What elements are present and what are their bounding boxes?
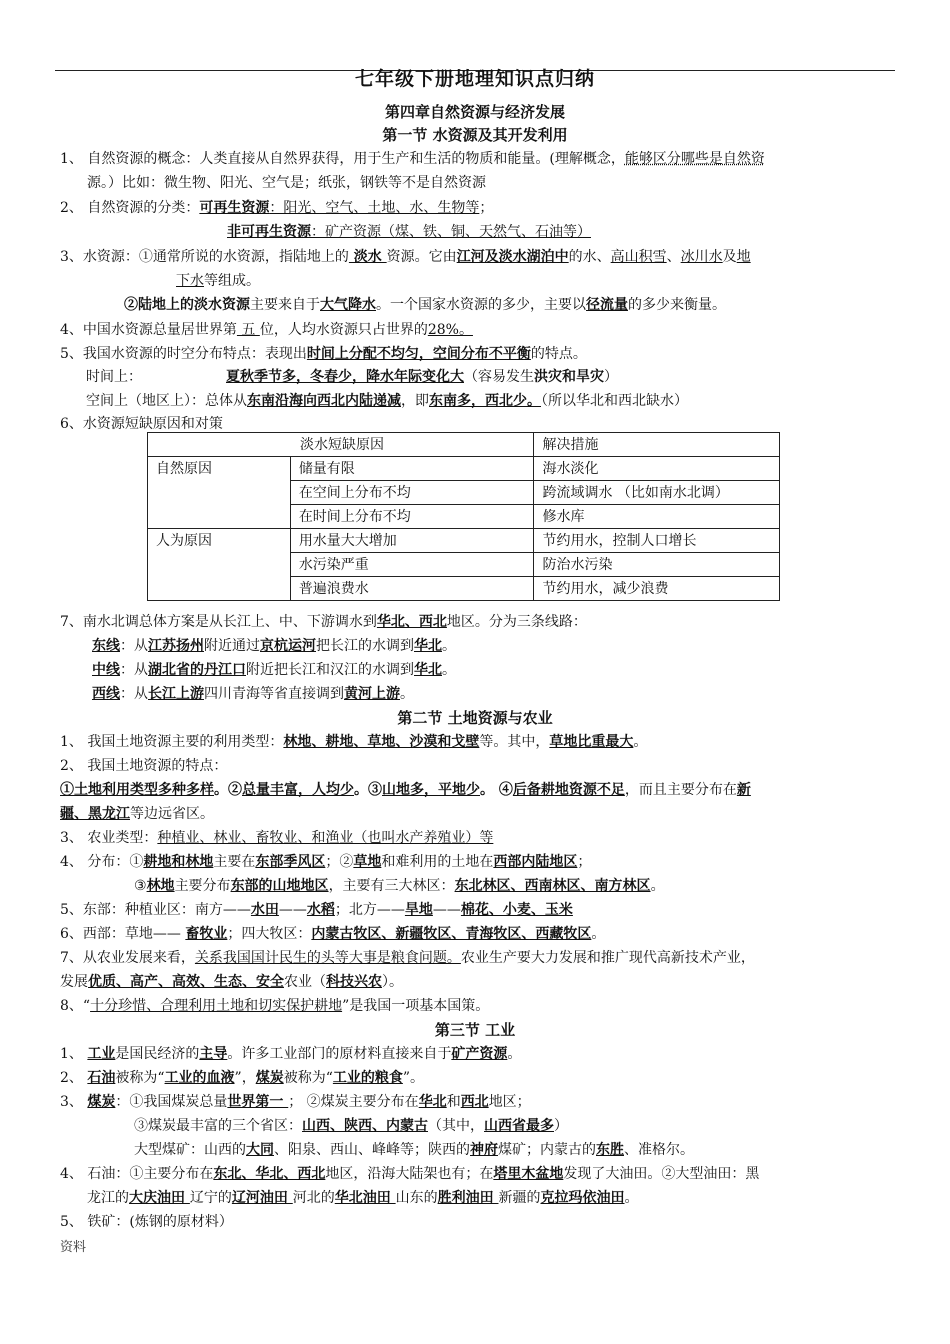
s3-item-3-mines: 大型煤矿：山西的大同、阳泉、西山、峰峰等；陕西的神府煤矿；内蒙古的东胜、准格尔。: [134, 1142, 694, 1158]
s2-item-6: 6、西部：草地—— 畜牧业；四大牧区：内蒙古牧区、新疆牧区、青海牧区、西藏牧区。: [60, 926, 606, 942]
s1-item-4: 4、中国水资源总量居世界第 五 位，人均水资源只占世界的28%。: [60, 322, 473, 338]
section-1-heading: 第一节 水资源及其开发利用: [382, 126, 568, 144]
middle-route: 中线：从湖北省的丹江口附近把长江和汉江的水调到华北。: [92, 662, 456, 678]
s2-item-8: 8、“十分珍惜、合理利用土地和切实保护耕地”是我国一项基本国策。: [60, 998, 490, 1014]
group-human: 人为原因: [148, 529, 291, 601]
section-2-heading: 第二节 土地资源与农业: [397, 709, 553, 727]
table-row: [148, 457, 780, 481]
s1-item-5-time: 时间上： 夏秋季节多，冬春少，降水年际变化大（容易发生洪灾和旱灾）: [86, 369, 618, 385]
s2-item-2-cont: 疆、黑龙江等边远省区。: [60, 806, 214, 822]
table-header-row: [148, 433, 780, 457]
cause-cell: 储量有限: [290, 457, 534, 481]
west-route: 西线：从长江上游四川青海等省直接调到黄河上游。: [92, 686, 414, 702]
s2-item-7-cont: 发展优质、高产、高效、生态、安全农业（科技兴农）。: [60, 974, 403, 990]
s1-item-2-cont: 非可再生资源：矿产资源（煤、铁、铜、天然气、石油等）: [227, 224, 591, 240]
s1-item-3-cont: 下水等组成。: [176, 273, 260, 289]
s1-item-3-part2: ②陆地上的淡水资源主要来自于大气降水。一个国家水资源的多少，主要以径流量的多少来衡量。: [124, 297, 726, 313]
cause-cell: 用水量大大增加: [290, 529, 534, 553]
solution-cell: 跨流域调水 （比如南水北调）: [534, 481, 780, 505]
s1-item-2: 2、 自然资源的分类：可再生资源：阳光、空气、土地、水、生物等；: [60, 200, 494, 216]
solution-cell: 节约用水，减少浪费: [534, 577, 780, 601]
footer-label: 资料: [60, 1240, 87, 1255]
s1-item-6: 6、水资源短缺原因和对策: [60, 416, 223, 432]
header-solution: 解决措施: [534, 433, 780, 457]
chapter-heading: 第四章自然资源与经济发展: [384, 103, 565, 121]
s1-item-3: 3、水资源：①通常所说的水资源，指陆地上的 淡水 资源。它由江河及淡水湖泊中的水、高山积雪、冰川水及地: [60, 249, 751, 265]
table-row: [148, 529, 780, 553]
s3-item-4: 4、 石油：①主要分布在东北、华北、西北地区，沿海大陆架也有；在塔里木盆地发现了大油田。②大型油田：黑: [60, 1166, 760, 1182]
solution-cell: 修水库: [534, 505, 780, 529]
group-natural: 自然原因: [148, 457, 291, 529]
cause-cell: 水污染严重: [290, 553, 534, 577]
s2-item-1: 1、 我国土地资源主要的利用类型：林地、耕地、草地、沙漠和戈壁等。其中，草地比重最大。: [60, 734, 648, 750]
header-cause: 淡水短缺原因: [148, 433, 534, 457]
page-title: 七年级下册地理知识点归纳: [354, 68, 595, 90]
s3-item-3-provinces: ③煤炭最丰富的三个省区：山西、陕西、内蒙古（其中，山西省最多）: [134, 1118, 568, 1134]
s2-item-7: 7、从农业发展来看，关系我国国计民生的头等大事是粮食问题。农业生产要大力发展和推广现代高新技术产业，: [60, 950, 755, 966]
s1-item-1-cont: 源。）比如：微生物、阳光、空气是；纸张，钢铁等不是自然资源: [87, 175, 486, 191]
east-route: 东线：从江苏扬州附近通过京杭运河把长江的水调到华北。: [92, 638, 456, 654]
s3-item-4-oilfields: 龙江的大庆油田 辽宁的辽河油田 河北的华北油田 山东的胜利油田 新疆的克拉玛依油田。: [87, 1190, 639, 1206]
cause-cell: 普遍浪费水: [290, 577, 534, 601]
s3-item-3: 3、 煤炭：①我国煤炭总量世界第一 ； ②煤炭主要分布在华北和西北地区；: [60, 1094, 531, 1110]
s2-item-2: 2、 我国土地资源的特点：: [60, 758, 228, 774]
s1-item-5: 5、我国水资源的时空分布特点：表现出时间上分配不均匀，空间分布不平衡的特点。: [60, 346, 587, 362]
s2-item-5: 5、东部：种植业区：南方——水田——水稻；北方——旱地——棉花、小麦、玉米: [60, 902, 573, 918]
water-shortage-table: [147, 432, 780, 601]
s1-item-5-space: 空间上（地区上）：总体从东南沿海向西北内陆递减，即东南多，西北少。（所以华北和西北缺水）: [86, 393, 688, 409]
s2-item-4: 4、 分布：①耕地和林地主要在东部季风区；②草地和难利用的土地在西部内陆地区；: [60, 854, 592, 870]
solution-cell: 节约用水，控制人口增长: [534, 529, 780, 553]
s2-item-3: 3、 农业类型：种植业、林业、畜牧业、和渔业（也叫水产养殖业）等: [60, 830, 494, 846]
s3-item-5: 5、 铁矿：(炼钢的原材料）: [60, 1214, 233, 1230]
section-3-heading: 第三节 工业: [434, 1021, 516, 1039]
s1-item-7: 7、南水北调总体方案是从长江上、中、下游调水到华北、西北地区。分为三条线路：: [60, 614, 587, 630]
s2-item-4-cont: ③林地主要分布东部的山地地区，主要有三大林区：东北林区、西南林区、南方林区。: [134, 878, 665, 894]
s3-item-1: 1、 工业是国民经济的主导。许多工业部门的原材料直接来自于矿产资源。: [60, 1046, 522, 1062]
solution-cell: 防治水污染: [534, 553, 780, 577]
cause-cell: 在时间上分布不均: [290, 505, 534, 529]
s2-item-2-features: ①土地利用类型多种多样。②总量丰富，人均少。③山地多，平地少。 ④后备耕地资源不足，而且主要分布在新: [60, 782, 751, 798]
cause-cell: 在空间上分布不均: [290, 481, 534, 505]
s3-item-2: 2、 石油被称为“工业的血液”，煤炭被称为“工业的粮食”。: [60, 1070, 425, 1086]
solution-cell: 海水淡化: [534, 457, 780, 481]
s1-item-1: 1、 自然资源的概念：人类直接从自然界获得，用于生产和生活的物质和能量。(理解概念，能够区分哪些是自然资: [60, 151, 765, 167]
